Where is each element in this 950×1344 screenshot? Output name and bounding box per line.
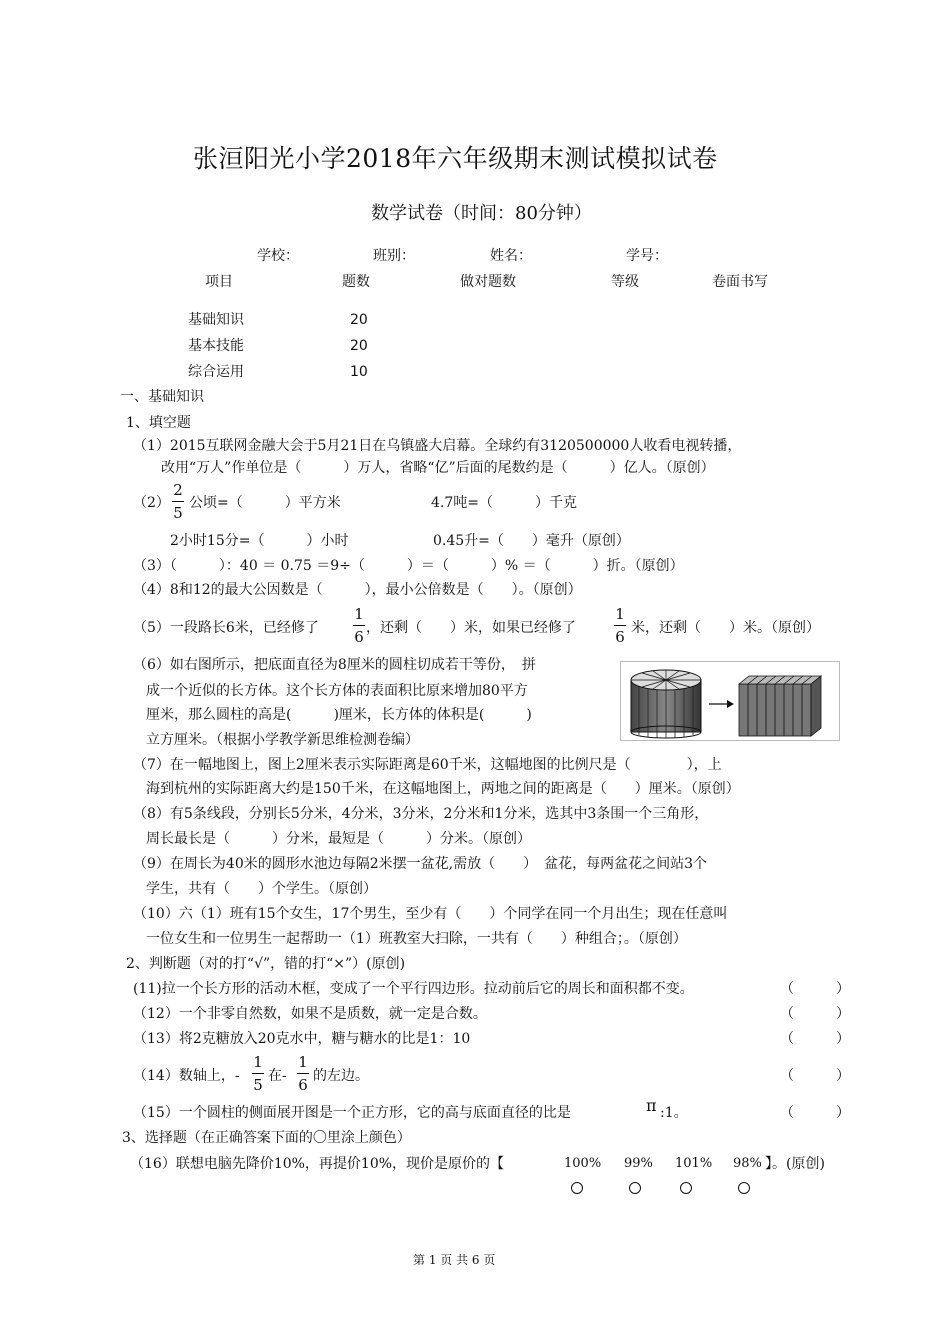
info-field-name: 姓名： — [490, 248, 532, 264]
question-5-part-a: （5）一段路长6米，已经修了 — [133, 620, 319, 636]
fraction — [352, 607, 366, 645]
question-6-line-3: 厘米，那么圆柱的高是( )厘米，长方体的体积是( ) — [146, 707, 532, 723]
fraction-denominator: 6 — [615, 628, 625, 646]
question-6-line-4: 立方厘米。（根据小学教学新思维检测卷编） — [146, 732, 419, 748]
info-field-class: 班别： — [373, 248, 415, 264]
question-15-part-b: :1。 — [660, 1105, 688, 1121]
fraction — [296, 1055, 310, 1093]
option-label: 100% — [564, 1156, 602, 1171]
fraction-denominator: 6 — [354, 628, 364, 646]
question-2-part-a: 公顷=（ ）平方米 — [189, 495, 341, 511]
question-1-line-1: （1）2015互联网金融大会于5月21日在乌镇盛大启幕。全球约有3120500000人收看电视转播， — [133, 438, 742, 454]
table-header-correct: 做对题数 — [460, 274, 516, 290]
question-9-line-2: 学生，共有（ ）个学生。（原创） — [146, 881, 377, 897]
info-field-school: 学校： — [257, 248, 299, 264]
table-row-count: 10 — [350, 364, 368, 380]
cylinder-to-cuboid-figure — [620, 661, 840, 741]
fraction-bar — [353, 625, 365, 626]
table-row-item: 基础知识 — [188, 312, 244, 328]
question-12: （12）一个非零自然数，如果不是质数，就一定是合数。 — [133, 1006, 487, 1022]
table-row-item: 综合运用 — [188, 364, 244, 380]
question-11: (11)拉一个长方形的活动木框，变成了一个平行四边形。拉动前后它的周长和面积都不变。 — [133, 981, 694, 997]
question-7-line-2: 海到杭州的实际距离大约是150千米，在这幅地图上，两地之间的距离是（ ）厘米。（原创） — [146, 781, 740, 797]
fraction-denominator: 5 — [253, 1076, 263, 1094]
option-bubble-101[interactable] — [680, 1182, 692, 1194]
part-heading-fill-blank: 1、填空题 — [126, 415, 191, 431]
answer-parentheses[interactable]: （ ） — [780, 1068, 850, 1084]
option-bubble-99[interactable] — [629, 1182, 641, 1194]
fraction-numerator: 1 — [354, 605, 364, 623]
fraction — [251, 1055, 265, 1093]
fraction-bar — [172, 501, 184, 502]
answer-parentheses[interactable]: （ ） — [780, 1105, 850, 1121]
option-label: 101% — [675, 1156, 713, 1171]
question-15-part-a: （15）一个圆柱的侧面展开图是一个正方形，它的高与底面直径的比是 — [133, 1105, 571, 1121]
fraction — [171, 483, 185, 521]
question-16: （16）联想电脑先降价10%，再提价10%，现价是原价的【 — [130, 1156, 505, 1172]
question-3: （3）（ ）：40 ＝ 0.75 ＝9÷（ ）＝（ ）% ＝（ ）折。（原创） — [133, 558, 684, 574]
table-row-count: 20 — [350, 338, 368, 354]
question-13: （13）将2克糖放入20克水中，糖与糖水的比是1：10 — [133, 1031, 471, 1047]
question-4: （4）8和12的最大公因数是（ ），最小公倍数是（ ）。（原创） — [133, 582, 582, 598]
page-title: 张洹阳光小学2018年六年级期末测试模拟试卷 — [193, 144, 718, 173]
question-5-part-c: 米，还剩（ ）米。（原创） — [631, 620, 820, 636]
fraction-numerator: 1 — [253, 1053, 263, 1071]
pi-symbol: π — [646, 1096, 657, 1115]
table-row-item: 基本技能 — [188, 338, 244, 354]
info-field-student-id: 学号： — [626, 248, 668, 264]
fraction-numerator: 1 — [615, 605, 625, 623]
option-bubble-100[interactable] — [571, 1182, 583, 1194]
question-10-line-2: 一位女生和一位男生一起帮助一（1）班教室大扫除，一共有（ ）种组合；。（原创） — [146, 931, 687, 947]
fraction-denominator: 5 — [173, 504, 183, 522]
answer-parentheses[interactable]: （ ） — [780, 1006, 850, 1022]
question-14-part-c: 的左边。 — [313, 1068, 369, 1084]
question-6-line-1: （6）如右图所示，把底面直径为8厘米的圆柱切成若干等份， 拼 — [133, 657, 536, 673]
page-number-footer: 第 1 页 共 6 页 — [413, 1253, 496, 1267]
option-label: 99% — [624, 1156, 653, 1171]
question-10-line-1: （10）六（1）班有15个女生，17个男生，至少有（ ）个同学在同一个月出生；现在任意叫 — [133, 906, 728, 922]
question-8-line-2: 周长最长是（ ）分米，最短是（ ）分米。（原创） — [146, 831, 531, 847]
table-header-handwriting: 卷面书写 — [712, 274, 768, 290]
answer-parentheses[interactable]: （ ） — [780, 1031, 850, 1047]
option-bubble-98[interactable] — [738, 1182, 750, 1194]
question-8-line-1: （8）有5条线段，分别长5分米，4分米，3分米，2分米和1分米，选其中3条围一个三角形， — [133, 806, 709, 822]
cylinder-to-cuboid-drawing — [621, 662, 839, 740]
answer-parentheses[interactable]: （ ） — [780, 981, 850, 997]
question-9-line-1: （9）在周长为40米的圆形水池边每隔2米摆一盆花,需放（ ） 盆花，每两盆花之间站3个 — [133, 856, 707, 872]
fraction-denominator: 6 — [298, 1076, 308, 1094]
question-7-line-1: （7）在一幅地图上，图上2厘米表示实际距离是60千米，这幅地图的比例尺是（ ），上 — [133, 757, 722, 773]
question-1-line-2: 改用“万人”作单位是（ ）万人，省略“亿”后面的尾数约是（ ）亿人。（原创） — [161, 460, 715, 476]
table-header-item: 项目 — [205, 274, 233, 290]
question-16-suffix: 】。(原创) — [765, 1156, 825, 1172]
fraction — [613, 607, 627, 645]
fraction-bar — [614, 625, 626, 626]
fraction-bar — [297, 1073, 309, 1074]
question-2-part-b: 4.7吨=（ ）千克 — [431, 495, 577, 511]
part-heading-multiple-choice: 3、选择题（在正确答案下面的〇里涂上颜色） — [122, 1130, 411, 1146]
table-row-count: 20 — [350, 312, 368, 328]
question-5-part-b: ，还剩（ ）米，如果已经修了 — [366, 620, 576, 636]
question-2-prefix: （2） — [133, 495, 170, 511]
part-heading-true-false: 2、判断题（对的打“√”，错的打“×”）(原创) — [126, 956, 406, 972]
fraction-bar — [252, 1073, 264, 1074]
question-2-part-d: 0.45升=（ ）毫升（原创） — [433, 533, 630, 549]
question-14-part-b: 在- — [268, 1068, 287, 1084]
question-14-part-a: （14）数轴上，- — [133, 1068, 240, 1084]
table-header-grade: 等级 — [611, 274, 639, 290]
question-6-line-2: 成一个近似的长方体。这个长方体的表面积比原来增加80平方 — [146, 683, 528, 699]
question-2-part-c: 2小时15分=（ ）小时 — [170, 533, 349, 549]
fraction-numerator: 1 — [298, 1053, 308, 1071]
table-header-count: 题数 — [342, 274, 370, 290]
option-label: 98% — [733, 1156, 762, 1171]
section-heading: 一、基础知识 — [120, 389, 204, 405]
fraction-numerator: 2 — [173, 481, 183, 499]
page-subtitle: 数学试卷（时间：80分钟） — [371, 203, 592, 224]
